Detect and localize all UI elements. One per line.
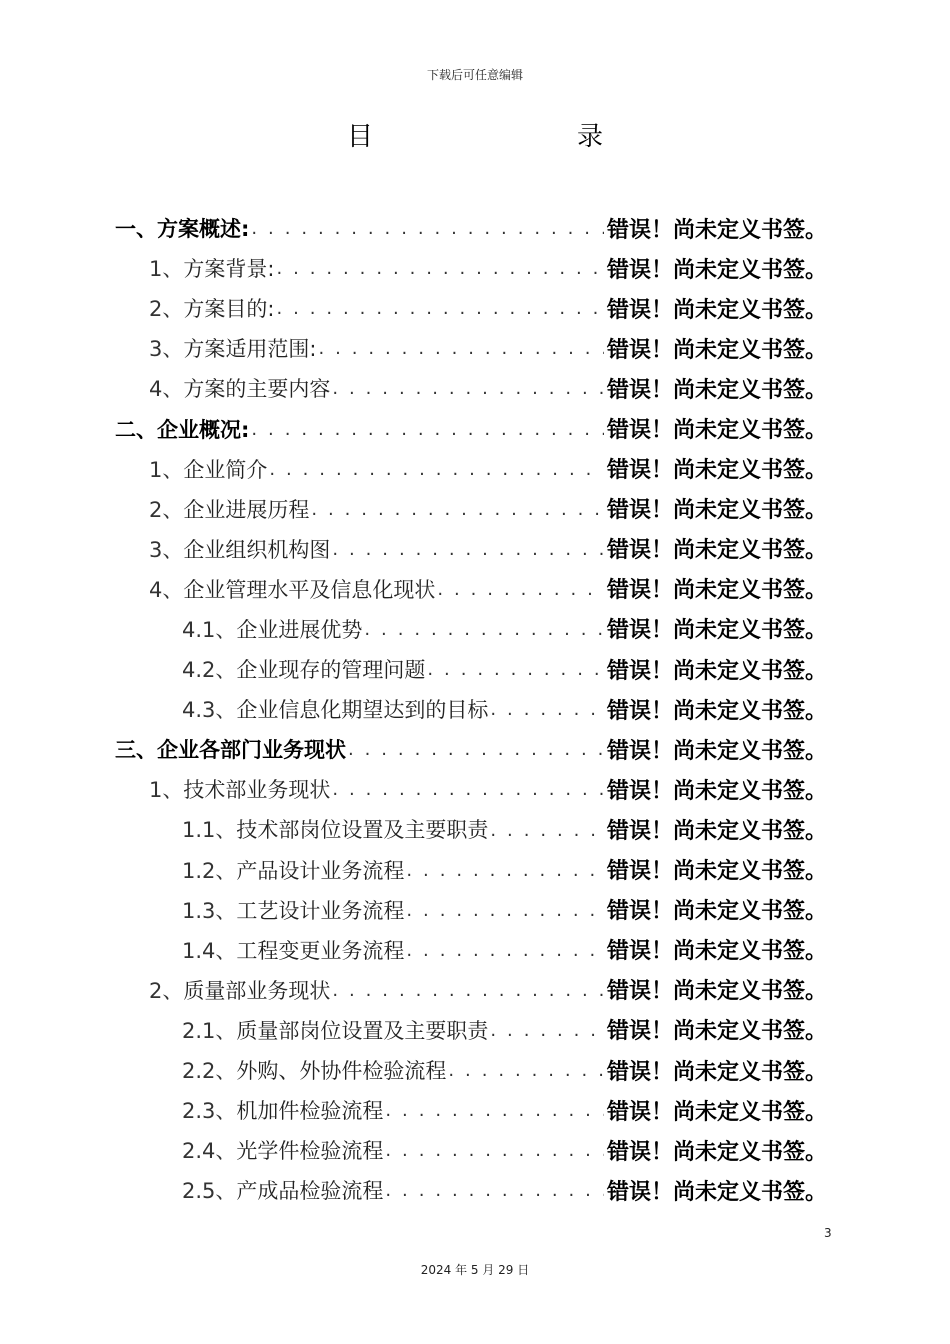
toc-entry-title xyxy=(149,454,267,484)
toc-entry-title xyxy=(182,814,488,844)
toc-entry-text: 产品设计业务流程 xyxy=(236,858,405,883)
toc-entry-number: 2.1、 xyxy=(182,1018,237,1043)
toc-entry-title xyxy=(149,574,435,604)
toc-page-reference: 错误！尚未定义书签。 xyxy=(606,297,827,323)
toc-entry-title xyxy=(182,895,404,925)
toc-entry-title xyxy=(182,1055,446,1085)
toc-dot-leader xyxy=(332,539,604,569)
toc-entry-number: 2.5、 xyxy=(182,1179,237,1204)
toc-entry-title xyxy=(149,333,316,363)
toc-entry-text: 光学件检验流程 xyxy=(236,1139,384,1164)
toc-entry-number: 4.2、 xyxy=(182,658,237,683)
toc-entry-3-1-1[interactable] xyxy=(115,809,827,849)
toc-entry-1-3[interactable] xyxy=(115,328,827,368)
toc-page-reference: 错误！尚未定义书签。 xyxy=(606,1099,827,1125)
toc-entry-title xyxy=(149,293,274,323)
toc-dot-leader xyxy=(251,419,604,449)
toc-entry-number: 1.2、 xyxy=(182,858,237,883)
toc-entry-text: 质量部岗位设置及主要职责 xyxy=(236,1018,489,1043)
toc-entry-text: 企业信息化期望达到的目标 xyxy=(236,698,489,723)
toc-entry-2-4[interactable] xyxy=(115,569,827,609)
toc-entry-number: 4、 xyxy=(149,377,184,402)
toc-entry-number: 4、 xyxy=(149,577,184,602)
toc-entry-text: 企业现存的管理问题 xyxy=(236,658,426,683)
toc-entry-2-3[interactable] xyxy=(115,529,827,569)
toc-page-reference: 错误！尚未定义书签。 xyxy=(606,738,827,764)
toc-dot-leader xyxy=(427,659,604,689)
toc-entry-title xyxy=(182,1015,488,1045)
toc-dot-leader xyxy=(406,860,604,890)
toc-entry-title xyxy=(182,1175,383,1205)
toc-dot-leader xyxy=(318,338,604,368)
toc-entry-number: 2.2、 xyxy=(182,1059,237,1084)
toc-entry-title xyxy=(182,855,404,885)
toc-entry-3-1-2[interactable] xyxy=(115,850,827,890)
toc-entry-1-1[interactable] xyxy=(115,248,827,288)
toc-entry-3-2-3[interactable] xyxy=(115,1090,827,1130)
toc-entry-text: 技术部业务现状 xyxy=(183,778,331,803)
toc-entry-number: 三、 xyxy=(115,738,157,763)
page-header: 下载后可任意编辑 xyxy=(426,68,523,82)
toc-dot-leader xyxy=(437,579,604,609)
toc-page-reference: 错误！尚未定义书签。 xyxy=(606,979,827,1005)
toc-title-left-char: 目 xyxy=(347,122,374,152)
toc-entry-number: 4.3、 xyxy=(182,698,237,723)
toc-entry-3-2-1[interactable] xyxy=(115,1010,827,1050)
toc-entry-title xyxy=(115,414,249,444)
toc-page-reference: 错误！尚未定义书签。 xyxy=(606,658,827,684)
page-footer-date: 2024 年 5 月 29 日 xyxy=(420,1263,530,1277)
toc-entry-text: 企业简介 xyxy=(183,457,268,482)
toc-entry-2-4-2[interactable] xyxy=(115,649,827,689)
toc-page-reference: 错误！尚未定义书签。 xyxy=(606,538,827,564)
toc-dot-leader xyxy=(311,499,604,529)
toc-entry-number: 4.1、 xyxy=(182,617,237,642)
toc-title-right-char: 录 xyxy=(576,122,603,152)
toc-entry-3-2[interactable] xyxy=(115,970,827,1010)
toc-entry-1-2[interactable] xyxy=(115,288,827,328)
toc-entry-number: 1、 xyxy=(149,457,184,482)
toc-dot-leader xyxy=(332,378,604,408)
toc-entry-text: 企业各部门业务现状 xyxy=(157,738,346,763)
toc-entry-3-2-4[interactable] xyxy=(115,1130,827,1170)
toc-page-reference: 错误！尚未定义书签。 xyxy=(606,698,827,724)
toc-dot-leader xyxy=(385,1180,604,1210)
toc-entry-title xyxy=(149,253,274,283)
toc-entry-number: 一、 xyxy=(115,217,157,242)
toc-entry-title xyxy=(182,694,488,724)
toc-dot-leader xyxy=(406,900,604,930)
toc-entry-2-1[interactable] xyxy=(115,449,827,489)
toc-dot-leader xyxy=(276,258,604,288)
toc-entry-title xyxy=(182,654,425,684)
toc-dot-leader xyxy=(348,739,604,769)
toc-entry-number: 2、 xyxy=(149,297,184,322)
toc-dot-leader xyxy=(276,298,604,328)
toc-entry-2-2[interactable] xyxy=(115,489,827,529)
page-number: 3 xyxy=(824,1226,832,1240)
toc-page-reference: 错误！尚未定义书签。 xyxy=(606,1019,827,1045)
toc-page-reference: 错误！尚未定义书签。 xyxy=(606,418,827,444)
toc-dot-leader xyxy=(332,980,604,1010)
toc-entry-text: 方案概述: xyxy=(157,217,250,242)
toc-entry-2[interactable] xyxy=(115,408,827,448)
toc-dot-leader xyxy=(251,218,604,248)
toc-entry-text: 机加件检验流程 xyxy=(236,1099,384,1124)
toc-entry-number: 1、 xyxy=(149,257,184,282)
toc-entry-3-2-5[interactable] xyxy=(115,1170,827,1210)
toc-dot-leader xyxy=(364,619,604,649)
toc-entry-text: 技术部岗位设置及主要职责 xyxy=(236,818,489,843)
toc-entry-text: 企业进展历程 xyxy=(183,497,310,522)
toc-dot-leader xyxy=(490,1020,604,1050)
toc-entry-3-1[interactable] xyxy=(115,769,827,809)
toc-dot-leader xyxy=(406,940,604,970)
toc-entry-text: 企业组织机构图 xyxy=(183,537,331,562)
toc-entry-text: 企业管理水平及信息化现状 xyxy=(183,577,436,602)
toc-entry-title xyxy=(182,1095,383,1125)
toc-entry-number: 2.3、 xyxy=(182,1099,237,1124)
toc-entry-title xyxy=(149,534,330,564)
toc-entry-number: 二、 xyxy=(115,417,157,442)
toc-entry-title xyxy=(182,935,404,965)
toc-entry-text: 外购、外协件检验流程 xyxy=(236,1059,447,1084)
toc-entry-3[interactable] xyxy=(115,729,827,769)
toc-dot-leader xyxy=(385,1140,604,1170)
toc-dot-leader xyxy=(448,1060,604,1090)
toc-entry-text: 企业概况: xyxy=(157,417,250,442)
toc-entry-text: 工艺设计业务流程 xyxy=(236,898,405,923)
toc-entry-3-1-3[interactable] xyxy=(115,890,827,930)
toc-title xyxy=(347,120,603,154)
toc-page-reference: 错误！尚未定义书签。 xyxy=(606,257,827,283)
toc-entry-title xyxy=(182,1135,383,1165)
toc-entry-text: 产成品检验流程 xyxy=(236,1179,384,1204)
toc-entry-3-2-2[interactable] xyxy=(115,1050,827,1090)
toc-page-reference: 错误！尚未定义书签。 xyxy=(606,498,827,524)
toc-dot-leader xyxy=(490,820,604,850)
toc-entry-number: 3、 xyxy=(149,537,184,562)
toc-page-reference: 错误！尚未定义书签。 xyxy=(606,578,827,604)
toc-entry-number: 1.1、 xyxy=(182,818,237,843)
toc-page-reference: 错误！尚未定义书签。 xyxy=(606,818,827,844)
toc-page-reference: 错误！尚未定义书签。 xyxy=(606,458,827,484)
table-of-contents xyxy=(115,208,827,1210)
toc-entry-title xyxy=(149,373,330,403)
toc-entry-title xyxy=(149,494,309,524)
toc-entry-1-4[interactable] xyxy=(115,368,827,408)
toc-entry-title xyxy=(149,774,330,804)
toc-page-reference: 错误！尚未定义书签。 xyxy=(606,859,827,885)
toc-entry-title xyxy=(115,734,346,764)
toc-entry-number: 1.4、 xyxy=(182,938,237,963)
toc-entry-text: 方案目的: xyxy=(183,297,275,322)
toc-entry-text: 方案背景: xyxy=(183,257,275,282)
toc-entry-text: 方案适用范围: xyxy=(183,337,317,362)
toc-page-reference: 错误！尚未定义书签。 xyxy=(606,1059,827,1085)
toc-dot-leader xyxy=(269,459,604,489)
toc-page-reference: 错误！尚未定义书签。 xyxy=(606,1139,827,1165)
toc-entry-title xyxy=(182,614,362,644)
toc-page-reference: 错误！尚未定义书签。 xyxy=(606,1179,827,1205)
toc-entry-number: 3、 xyxy=(149,337,184,362)
toc-dot-leader xyxy=(385,1100,604,1130)
toc-entry-text: 企业进展优势 xyxy=(236,617,363,642)
toc-page-reference: 错误！尚未定义书签。 xyxy=(606,377,827,403)
toc-entry-3-1-4[interactable] xyxy=(115,930,827,970)
toc-entry-2-4-1[interactable] xyxy=(115,609,827,649)
toc-page-reference: 错误！尚未定义书签。 xyxy=(606,778,827,804)
toc-entry-text: 方案的主要内容 xyxy=(183,377,331,402)
toc-entry-text: 工程变更业务流程 xyxy=(236,938,405,963)
toc-entry-2-4-3[interactable] xyxy=(115,689,827,729)
toc-entry-1[interactable] xyxy=(115,208,827,248)
toc-entry-number: 1.3、 xyxy=(182,898,237,923)
toc-page-reference: 错误！尚未定义书签。 xyxy=(606,217,827,243)
toc-entry-number: 1、 xyxy=(149,778,184,803)
toc-page-reference: 错误！尚未定义书签。 xyxy=(606,337,827,363)
toc-page-reference: 错误！尚未定义书签。 xyxy=(606,618,827,644)
toc-dot-leader xyxy=(332,779,604,809)
toc-entry-number: 2、 xyxy=(149,497,184,522)
toc-entry-text: 质量部业务现状 xyxy=(183,978,331,1003)
toc-entry-number: 2.4、 xyxy=(182,1139,237,1164)
toc-entry-number: 2、 xyxy=(149,978,184,1003)
toc-entry-title xyxy=(115,213,249,243)
toc-dot-leader xyxy=(490,699,604,729)
toc-entry-title xyxy=(149,975,330,1005)
toc-page-reference: 错误！尚未定义书签。 xyxy=(606,939,827,965)
toc-page-reference: 错误！尚未定义书签。 xyxy=(606,899,827,925)
